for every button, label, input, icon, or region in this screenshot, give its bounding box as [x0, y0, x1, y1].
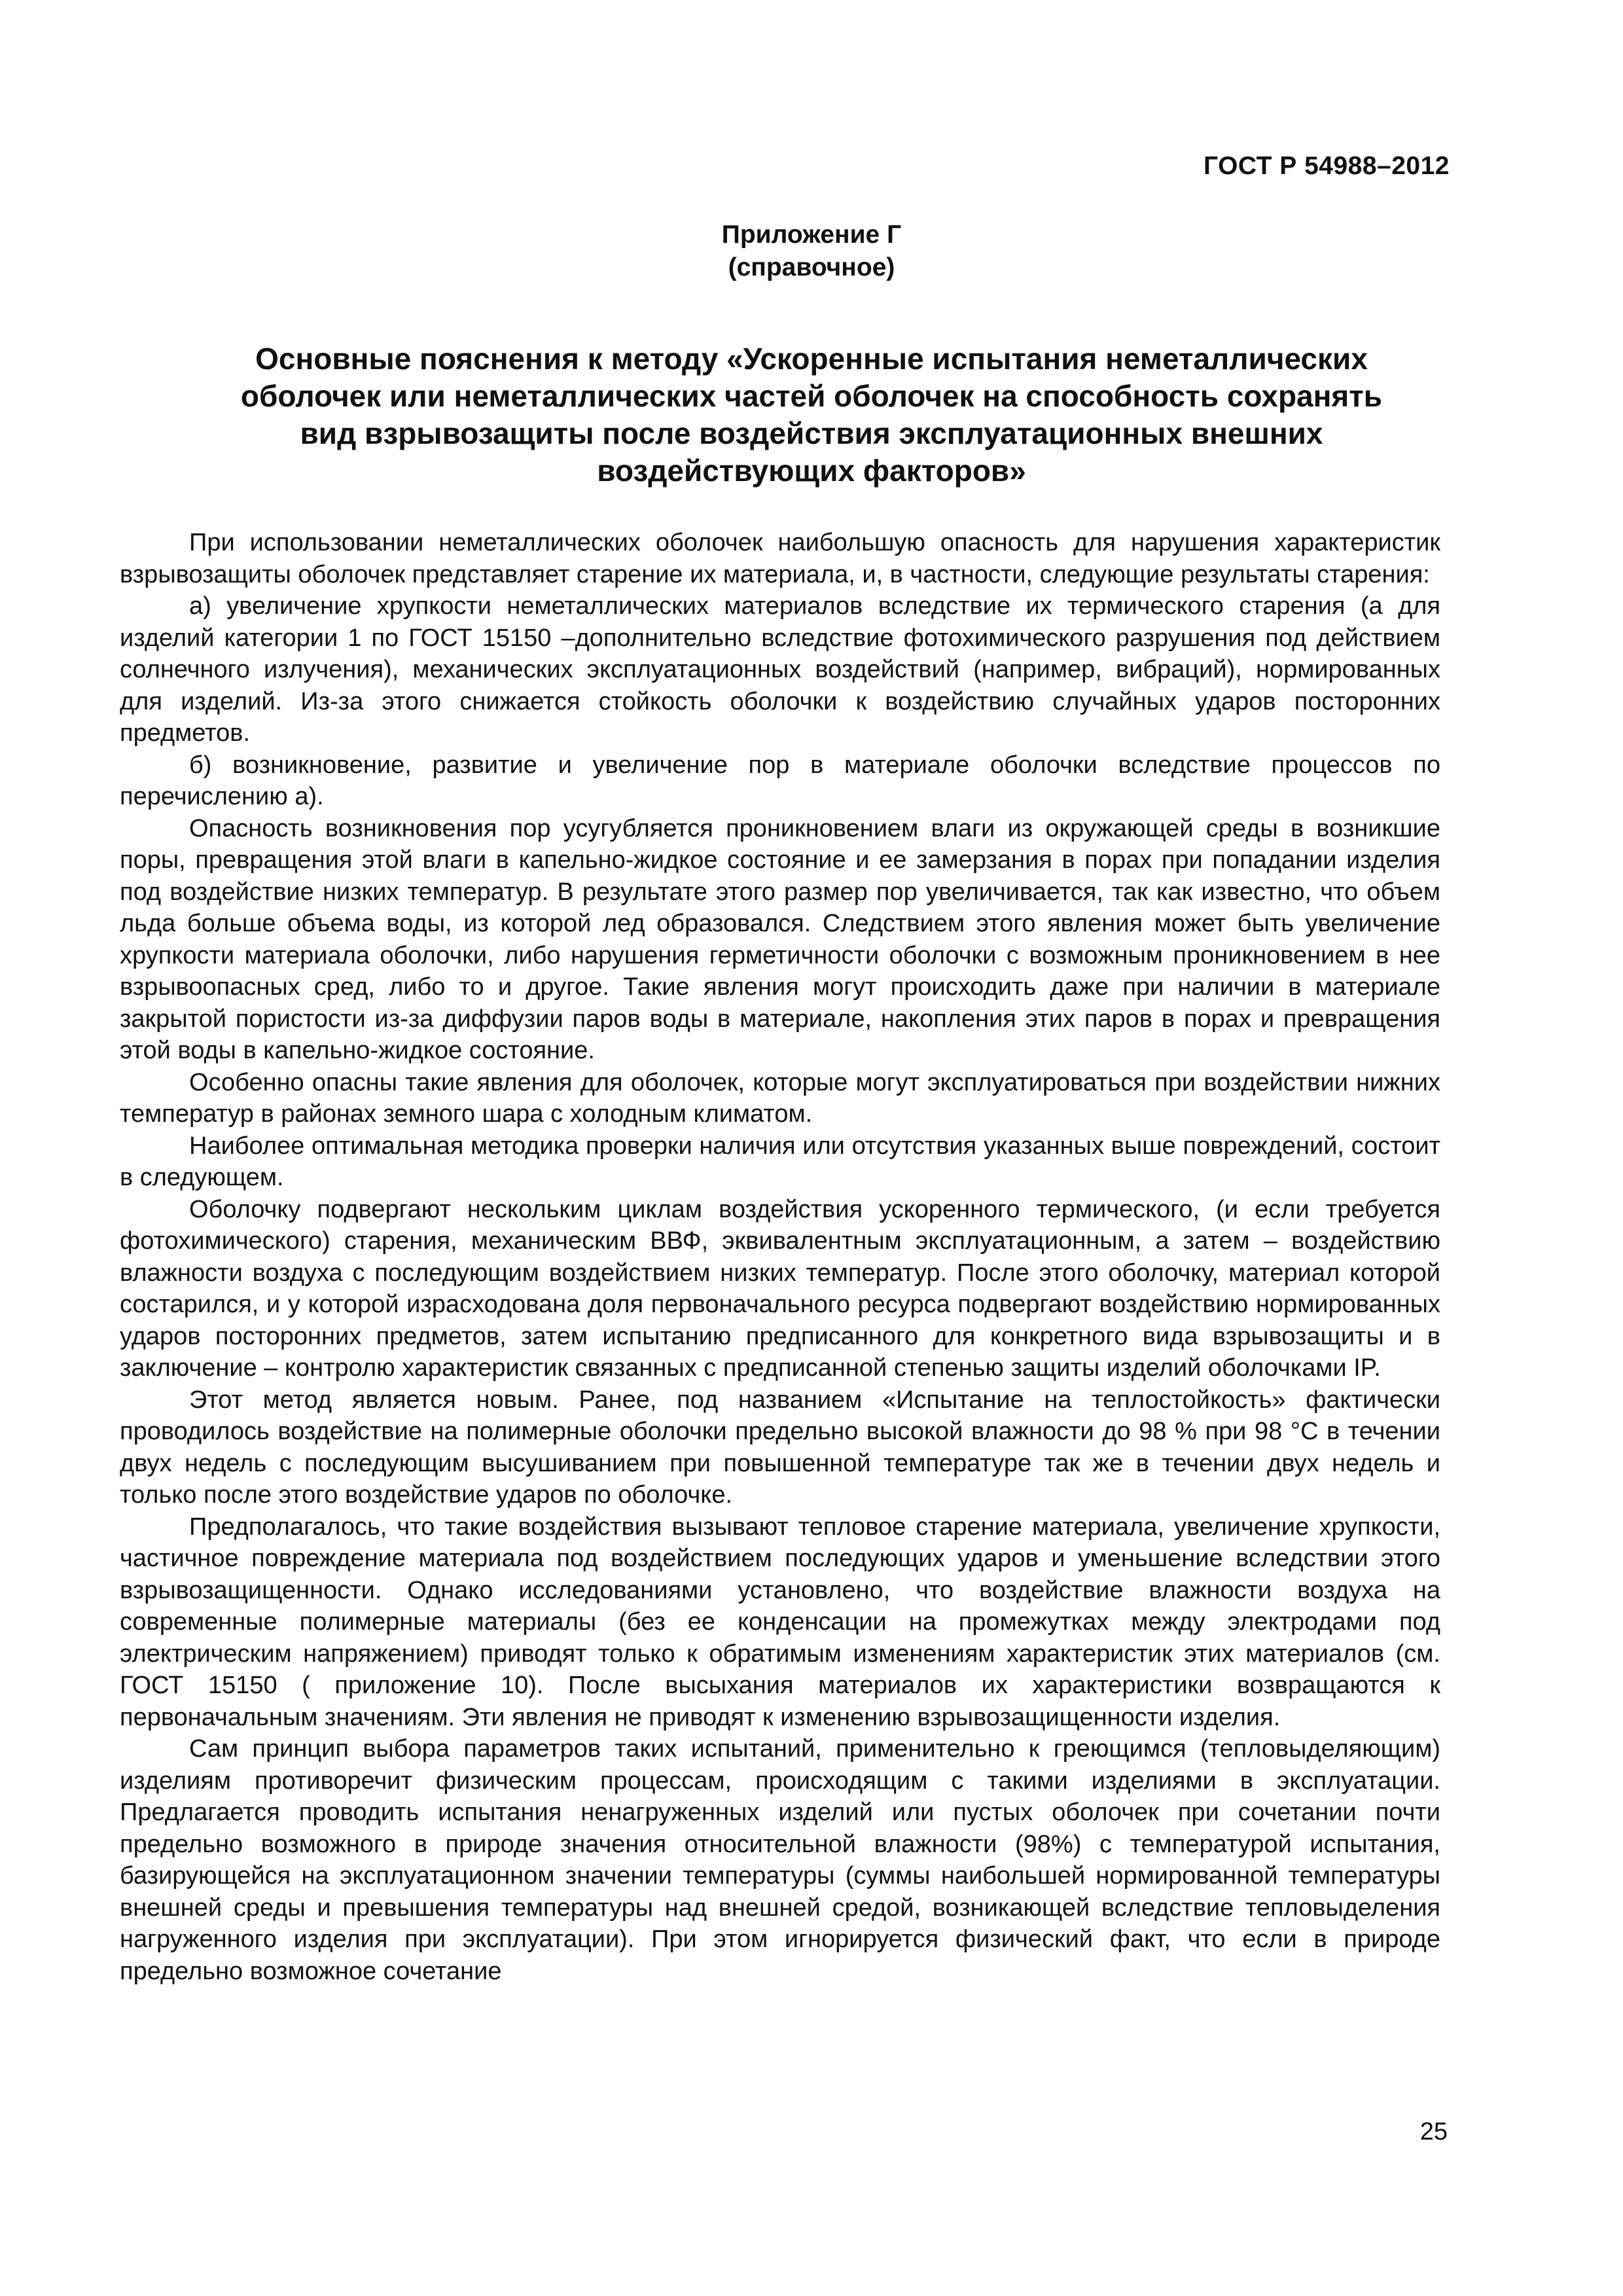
page-number: 25	[1419, 2118, 1448, 2145]
paragraph: Предполагалось, что такие воздействия вызывают тепловое старение материала, увеличение хрупкости, частичное повреждение материала под воздействием последующих ударов и уменьшение вследствии этого взрывозащищенности. Однако исследованиями установлено, что воздействие влажности воздуха на современные полимерные материалы (без ее конденсации на промежутках между электродами под электрическим напряжением) приводят только к обратимым изменениям характеристик этих материалов (см. ГОСТ 15150 ( приложение 10). После высыхания материалов их характеристики возвращаются к первоначальным значениям. Эти явления не приводят к изменению взрывозащищенности изделия.	[120, 1513, 1440, 1731]
paragraph: Опасность возникновения пор усугубляется проникновением влаги из окружающей среды в возникшие поры, превращения этой влаги в капельно-жидкое состояние и ее замерзания в порах при попадании изделия под воздействие низких температур. В результате этого размер пор увеличивается, так как известно, что объем льда больше объема воды, из которой лед образовался. Следствием этого явления может быть увеличение хрупкости материала оболочки, либо нарушения герметичности оболочки с возможным проникновением в нее взрывоопасных сред, либо то и другое. Такие явления могут происходить даже при наличии в материале закрытой пористости из-за диффузии паров воды в материале, накопления этих паров в порах и превращения этой воды в капельно-жидкое состояние.	[120, 814, 1440, 1064]
paragraph: Наиболее оптимальная методика проверки наличия или отсутствия указанных выше повреждений, состоит в следующем.	[120, 1132, 1440, 1191]
paragraph: Сам принцип выбора параметров таких испытаний, применительно к греющимся (тепловыделяющим) изделиям противоречит физическим процессам, происходящим с такими изделиями в эксплуатации. Предлагается проводить испытания ненагруженных изделий или пустых оболочек при сочетании почти предельно возможного в природе значения относительной влажности (98%) с температурой испытания, базирующейся на эксплуатационном значении температуры (суммы наибольшей нормированной температуры внешней среды и превышения температуры над внешней средой, возникающей вследствие тепловыделения нагруженного изделия при эксплуатации). При этом игнорируется физический факт, что если в природе предельно возможное сочетание	[120, 1735, 1440, 1985]
section-heading	[151, 340, 1472, 490]
annex-caption	[0, 219, 1623, 284]
paragraph: Оболочку подвергают нескольким циклам воздействия ускоренного термического, (и если требуется фотохимического) старения, механическим ВВФ, эквивалентным эксплуатационным, а затем – воздействию влажности воздуха с последующим воздействием низких температур. После этого оболочку, материал которой состарился, и у которой израсходована доля первоначального ресурса подвергают воздействию нормированных ударов посторонних предметов, затем испытанию предписанного для конкретного вида взрывозащиты и в заключение – контролю характеристик связанных с предписанной степенью защиты изделий оболочками IP.	[120, 1195, 1440, 1382]
heading-line: оболочек или неметаллических частей оболочек на способность сохранять	[240, 379, 1383, 413]
heading-line: воздействующих факторов»	[597, 454, 1026, 488]
paragraph: а) увеличение хрупкости неметаллических материалов вследствие их термического старения (а для изделий категории 1 по ГОСТ 15150 –дополнительно вследствие фотохимического разрушения под действием солнечного излучения), механических эксплуатационных воздействий (например, вибраций), нормированных для изделий. Из-за этого снижается стойкость оболочки к воздействию случайных ударов посторонних предметов.	[120, 592, 1440, 747]
annex-kind: (справочное)	[728, 253, 895, 281]
paragraph: Особенно опасны такие явления для оболочек, которые могут эксплуатироваться при воздействии нижних температур в районах земного шара с холодным климатом.	[120, 1068, 1440, 1128]
annex-title: Приложение Г	[721, 221, 902, 249]
heading-line: вид взрывозащиты после воздействия эксплуатационных внешних	[300, 416, 1323, 450]
heading-line: Основные пояснения к методу «Ускоренные испытания неметаллических	[255, 342, 1368, 376]
paragraph: При использовании неметаллических оболочек наибольшую опасность для нарушения характеристик взрывозащиты оболочек представляет старение их материала, и, в частности, следующие результаты старения:	[120, 529, 1440, 588]
paragraph: б) возникновение, развитие и увеличение пор в материале оболочки вследствие процессов по перечислению а).	[120, 751, 1440, 810]
paragraph: Этот метод является новым. Ранее, под названием «Испытание на теплостойкость» фактически проводилось воздействие на полимерные оболочки предельно высокой влажности до 98 % при 98 °С в течении двух недель с последующим высушиванием при повышенной температуре так же в течении двух недель и только после этого воздействие ударов по оболочке.	[120, 1386, 1440, 1509]
document-code: ГОСТ Р 54988–2012	[1203, 152, 1450, 180]
body-text	[120, 527, 1440, 1987]
